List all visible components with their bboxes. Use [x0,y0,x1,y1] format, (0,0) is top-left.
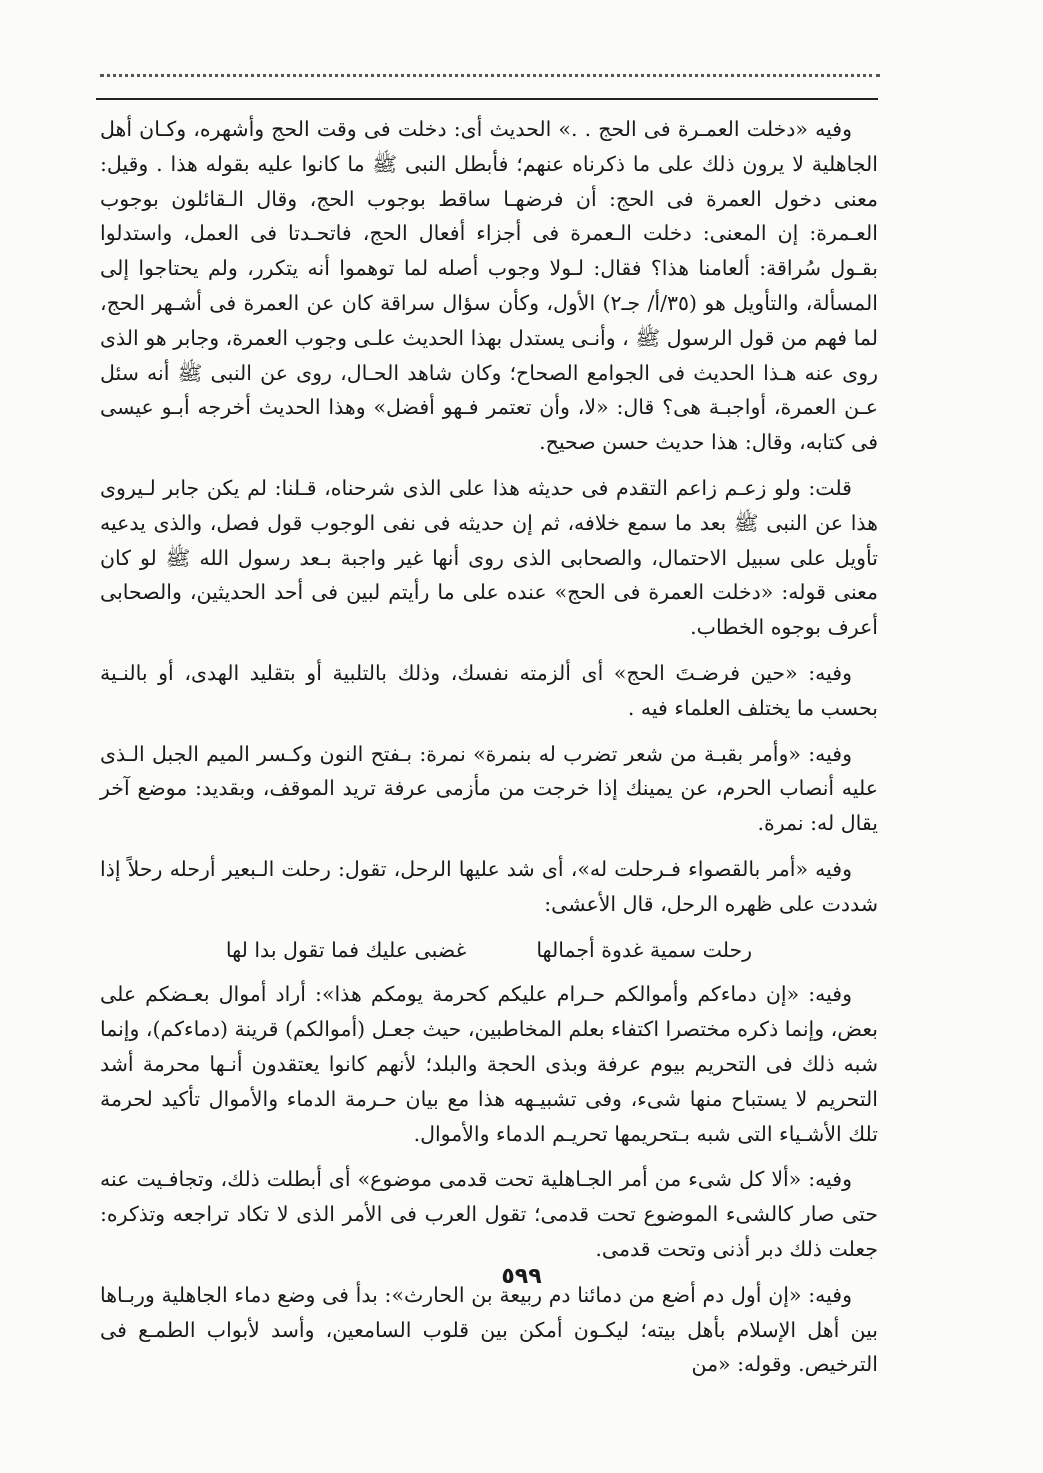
paragraph: قلت: ولو زعـم زاعم التقدم فى حديثه هذا على الذى شرحناه، قـلنا: لم يكن جابر لـيروى هذا عن النبى ﷺ بعد ما سمع خلافه، ثم إن حديثه فى نفى الوجوب قول فصل، والذى يدعيه تأويل على سبيل الاحتمال، والصحابى الذى روى أنها غير واجبة بـعد رسول الله ﷺ لو كان معنى قوله: «دخلت العمرة فى الحج» عنده على ما رأيتم لبين فى أحد الحديثين، والصحابى أعرف بوجوه الخطاب. [100,475,878,640]
paragraph: وفيه: «ألا كل شىء من أمر الجـاهلية تحت قدمى موضوع» أى أبطلت ذلك، وتجافـيت عنه حتى صار كالشىء الموضوع تحت قدمى؛ تقول العرب فى الأمر الذى لا تكاد تراجعه وتذكره: جعلت ذلك دبر أذنى وتحت قدمى. [100,1167,878,1261]
paragraph: وفيه «دخلت العمـرة فى الحج . .» الحديث أى: دخلت فى وقت الحج وأشهره، وكـان أهل الجاهلية لا يرون ذلك على ما ذكرناه عنهم؛ فأبطل النبى ﷺ ما كانوا عليه بقوله هذا . وقيل: معنى دخول العمرة فى الحج: أن فرضهـا ساقط بوجوب الحج، وقال الـقائلون بوجوب العـمرة: إن المعنى: دخلت الـعمرة فى أجزاء أفعال الحج، فاتحـدتا فى العمل، واستدلوا بقـول سُراقة: ألعامنا هذا؟ فقال: لـولا وجوب أصله لما توهموا أنه يتكرر، ولم يحتاجوا إلى المسألة، والتأويل هو (٣٥/أ/ جـ٢) الأول، وكأن سؤال سراقة كان عن العمرة فى أشـهر الحج، لما فهم من قول الرسول ﷺ ، وأنـى يستدل بهذا الحديث علـى وجوب العمرة، وجابر هو الذى روى عنه هـذا الحديث فى الجوامع الصحاح؛ وكان شاهد الحـال، روى عن النبى ﷺ أنه سئل عـن العمرة، أواجبـة هى؟ قال: «لا، وأن تعتمر فـهو أفضل» وهذا الحديث أخرجه أبـو عيسى فى كتابه، وقال: هذا حديث حسن صحيح. [100,117,878,455]
header-dotted-line [100,74,880,77]
poetry-verse [100,933,878,968]
page-number: ٥٩٩ [501,1264,542,1289]
paragraph: وفيه «أمر بالقصواء فـرحلت له»، أى شد عليها الرحل، تقول: رحلت الـبعير أرحله رحلاً إذا شددت على ظهره الرحل، قال الأعشى: [100,856,878,916]
paragraph: وفيه: «وأمر بقبـة من شعر تضرب له بنمرة» نمرة: بـفتح النون وكـسر الميم الجبل الـذى عليه أنصاب الحرم، عن يمينك إذا خرجت من مأزمى عرفة تريد الموقف، وبقديد: موضع آخر يقال له: نمرة. [100,741,878,836]
paragraph: وفيه: «حين فرضـتَ الحج» أى ألزمته نفسك، وذلك بالتلبية أو بتقليد الهدى، أو بالنـية بحسب ما يختلف العلماء فيه . [100,660,878,720]
verse-hemistich-first: رحلت سمية غدوة أجمالها [536,937,753,962]
body-text [100,112,878,1393]
paragraph: وفيه: «إن أول دم أضع من دمائنا دم ربيعة بن الحارث»: بدأ فى وضع دماء الجاهلية وربـاها بين أهل الإسلام بأهل بيته؛ ليكـون أمكن بين قلوب السامعين، وأسد لأبواب الطمـع فى الترخيص. وقوله: «من [100,1282,878,1377]
paragraph: وفيه: «إن دماءكم وأموالكم حـرام عليكم كحرمة يومكم هذا»: أراد أموال بعـضكم على بعض، وإنما ذكره مختصرا اكتفاء بعلم المخاطبين، حيث جعـل (أموالكم) قرينة (دماءكم)، وإنما شبه ذلك فى التحريم بيوم عرفة وبذى الحجة والبلد؛ لأنهم كانوا يعتقدون أنـها محرمة أشد التحريم لا يستباح منها شىء، وفى تشبيـهه هذا مع بيان حـرمة الدماء والأموال تأكيد لحرمة تلك الأشـياء التى شبه بـتحريمها تحريـم الدماء والأموال. [100,982,878,1146]
header-rule [96,98,878,100]
verse-hemistich-second: غضبى عليك فما تقول بدا لها [225,937,467,962]
